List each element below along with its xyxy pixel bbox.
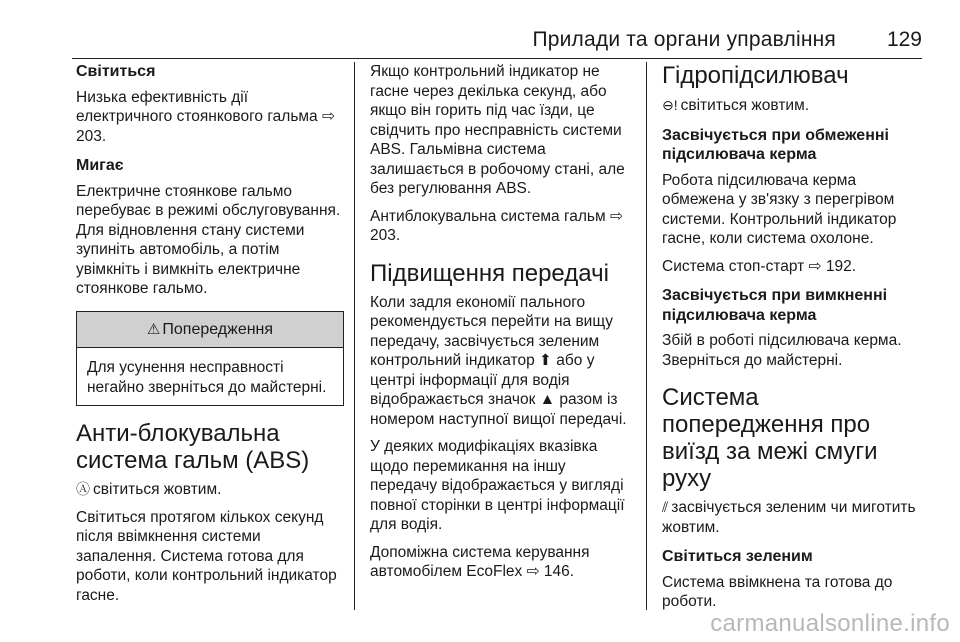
paragraph-abs-fault: Якщо контрольний індикатор не гасне через декілька секунд, або якщо він горить під час їзди, це свідчить про несправність системи ABS. Гальмівна система залишається в робочому стані, але без регулювання ABS. bbox=[370, 63, 625, 197]
paragraph-lane-indicator bbox=[662, 498, 920, 537]
paragraph-abs-ref: Антиблокувальна система гальм ⇨ 203. bbox=[370, 207, 623, 244]
column-left bbox=[76, 62, 344, 613]
paragraph-steering-overheat: Робота підсилювача керма обмежена у зв'язку з перегрівом системи. Контрольний індикатор гасне, коли система охолоне. bbox=[662, 171, 897, 247]
paragraph-service-mode: Електричне стоянкове гальмо перебуває в режимі обслуговування. Для відновлення стану системи зупиніть автомобіль, а потім увімкніть і вимкніть електричне стоянкове гальмо. bbox=[76, 182, 341, 297]
heading-myhaie: Мигає bbox=[76, 157, 124, 174]
column-right bbox=[662, 62, 920, 620]
paragraph-abs-indicator bbox=[76, 480, 344, 500]
watermark: carmanualsonline.info bbox=[710, 610, 950, 637]
heading-steering-limited: Засвічується при обмеженні підсилювача керма bbox=[662, 126, 889, 163]
paragraph-steering-indicator bbox=[662, 96, 920, 116]
paragraph-abs-startup: Світиться протягом кількох секунд після ввімкнення системи запалення. Система готова для роботи, коли контрольний індикатор гасне. bbox=[76, 508, 337, 604]
paragraph-ecoflex-ref: Допоміжна система керування автомобілем EcoFlex ⇨ 146. bbox=[370, 543, 590, 580]
paragraph-stop-start-ref: Система стоп-старт ⇨ 192. bbox=[662, 257, 857, 275]
column-middle bbox=[370, 62, 636, 590]
page-number: 129 bbox=[886, 28, 922, 51]
page-header bbox=[72, 22, 922, 59]
steering-warning-icon: ⊖! bbox=[662, 97, 678, 113]
heading-lane-departure: Система попередження про виїзд за межі смуги руху bbox=[662, 384, 878, 492]
paragraph-upshift-fullpage: У деяких модифікаціях вказівка щодо перемикання на іншу передачу відображається у вигляді повної сторінки в центрі інформації для водія. bbox=[370, 438, 625, 533]
paragraph-low-efficiency: Низька ефективність дії електричного стоянкового гальма ⇨ 203. bbox=[76, 88, 335, 145]
steering-indicator-text: світиться жовтим. bbox=[680, 97, 810, 114]
abs-icon: Ⓐ bbox=[76, 481, 90, 497]
abs-indicator-text: світиться жовтим. bbox=[93, 481, 222, 498]
lane-departure-icon: ⫽ bbox=[662, 499, 669, 515]
heading-svitytsia: Світиться bbox=[76, 63, 156, 80]
column-divider-right bbox=[646, 62, 647, 610]
paragraph-upshift: Коли задля економії пального рекомендується перейти на вищу передачу, засвічується зеленим контрольний індикатор ⬆ або у центрі інформації для водія відображається значок ▲ разом із номером наступної вищої передачі. bbox=[370, 293, 627, 428]
paragraph-steering-fault: Збій в роботі підсилювача керма. Зверніться до майстерні. bbox=[662, 332, 902, 369]
paragraph-system-ready: Система ввімкнена та готова до роботи. bbox=[662, 573, 893, 610]
warning-box bbox=[76, 311, 344, 407]
lane-indicator-text: засвічується зеленим чи миготить жовтим. bbox=[662, 499, 916, 536]
warning-body: Для усунення несправності негайно зверніться до майстерні. bbox=[87, 359, 327, 396]
page-title: Прилади та органи управління bbox=[532, 28, 836, 51]
warning-title: Попередження bbox=[162, 320, 274, 338]
warning-header bbox=[77, 312, 343, 349]
heading-upshift: Підвищення передачі bbox=[370, 259, 609, 287]
heading-green: Світиться зеленим bbox=[662, 548, 813, 565]
column-divider-left bbox=[354, 62, 355, 610]
warning-triangle-icon: ⚠ bbox=[146, 320, 161, 338]
heading-power-steering: Гідропідсилювач bbox=[662, 62, 849, 89]
heading-abs: Анти-блокувальна система гальм (ABS) bbox=[76, 420, 310, 474]
heading-steering-off: Засвічується при вимкненні підсилювача керма bbox=[662, 287, 888, 324]
